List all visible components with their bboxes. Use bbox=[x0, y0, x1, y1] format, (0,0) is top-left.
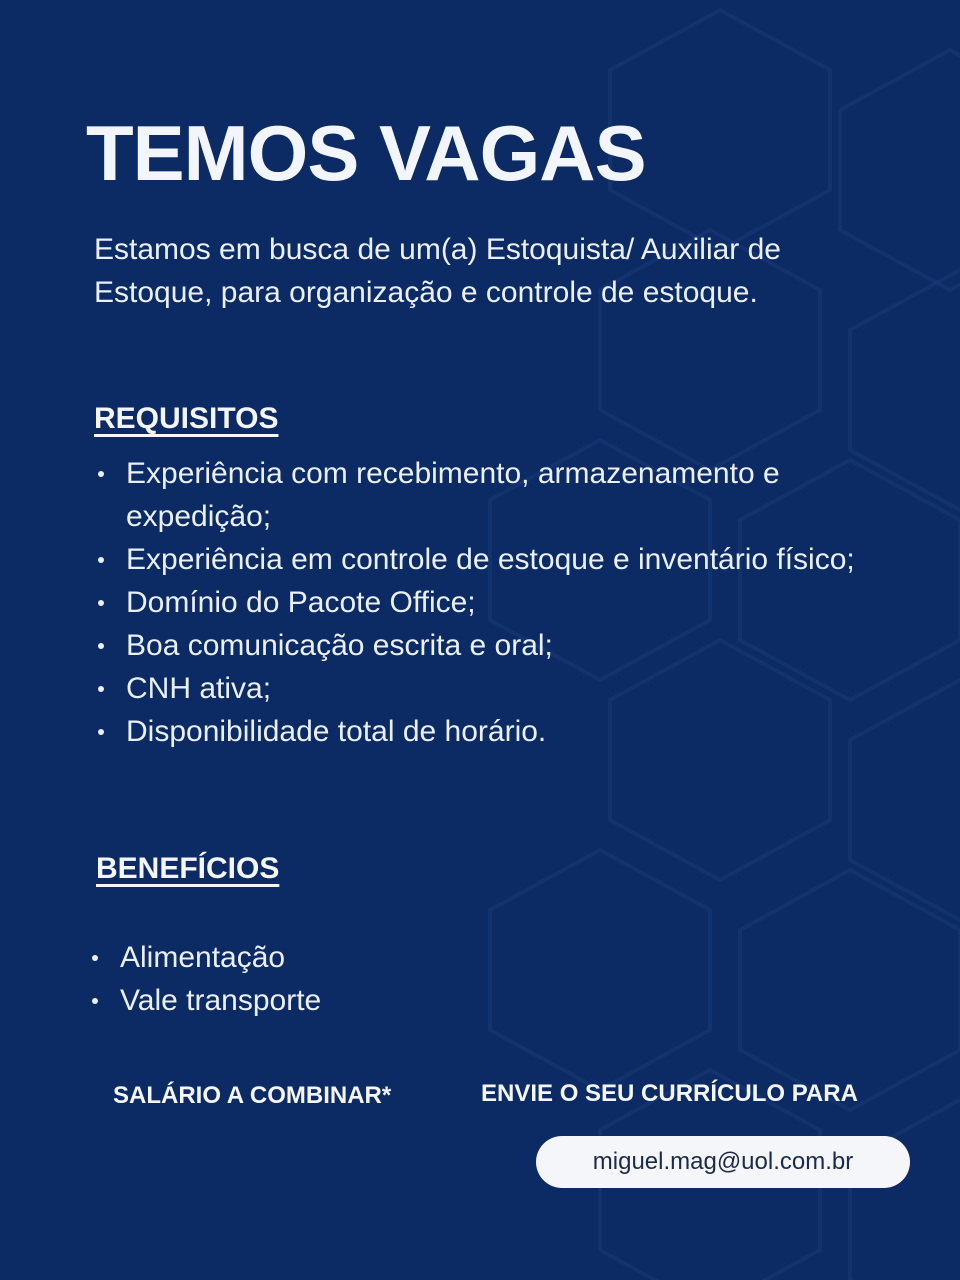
list-item bbox=[90, 979, 590, 1022]
email-link[interactable]: miguel.mag@uol.com.br bbox=[536, 1136, 910, 1188]
bullet-icon bbox=[92, 998, 98, 1004]
salary-note: SALÁRIO A COMBINAR* bbox=[113, 1082, 392, 1109]
bullet-icon bbox=[98, 471, 104, 477]
bullet-icon bbox=[98, 729, 104, 735]
benefits-list bbox=[90, 936, 590, 1022]
bullet-icon bbox=[98, 557, 104, 563]
requirement-text: Boa comunicação escrita e oral; bbox=[126, 629, 553, 662]
benefit-text: Alimentação bbox=[120, 941, 286, 974]
requirement-text: CNH ativa; bbox=[126, 672, 272, 705]
bullet-icon bbox=[98, 686, 104, 692]
list-item bbox=[96, 667, 876, 710]
send-cv-label: ENVIE O SEU CURRÍCULO PARA bbox=[481, 1080, 858, 1107]
list-item bbox=[96, 624, 876, 667]
job-description: Estamos em busca de um(a) Estoquista/ Auxiliar de Estoque, para organização e controle de estoque. bbox=[94, 233, 781, 309]
requirements-list bbox=[96, 452, 876, 753]
list-item bbox=[96, 538, 876, 581]
list-item bbox=[90, 936, 590, 979]
benefit-text: Vale transporte bbox=[120, 984, 322, 1017]
list-item bbox=[96, 452, 876, 538]
page-title: TEMOS VAGAS bbox=[86, 109, 646, 197]
list-item bbox=[96, 581, 876, 624]
requirements-heading: REQUISITOS bbox=[94, 402, 279, 435]
requirement-text: Disponibilidade total de horário. bbox=[126, 715, 547, 748]
list-item bbox=[96, 710, 876, 753]
requirement-text: Domínio do Pacote Office; bbox=[126, 586, 476, 619]
bullet-icon bbox=[98, 600, 104, 606]
bullet-icon bbox=[92, 955, 98, 961]
requirement-text: Experiência com recebimento, armazenamento e expedição; bbox=[126, 457, 780, 533]
requirement-text: Experiência em controle de estoque e inventário físico; bbox=[126, 543, 855, 576]
benefits-heading: BENEFÍCIOS bbox=[96, 852, 280, 885]
bullet-icon bbox=[98, 643, 104, 649]
